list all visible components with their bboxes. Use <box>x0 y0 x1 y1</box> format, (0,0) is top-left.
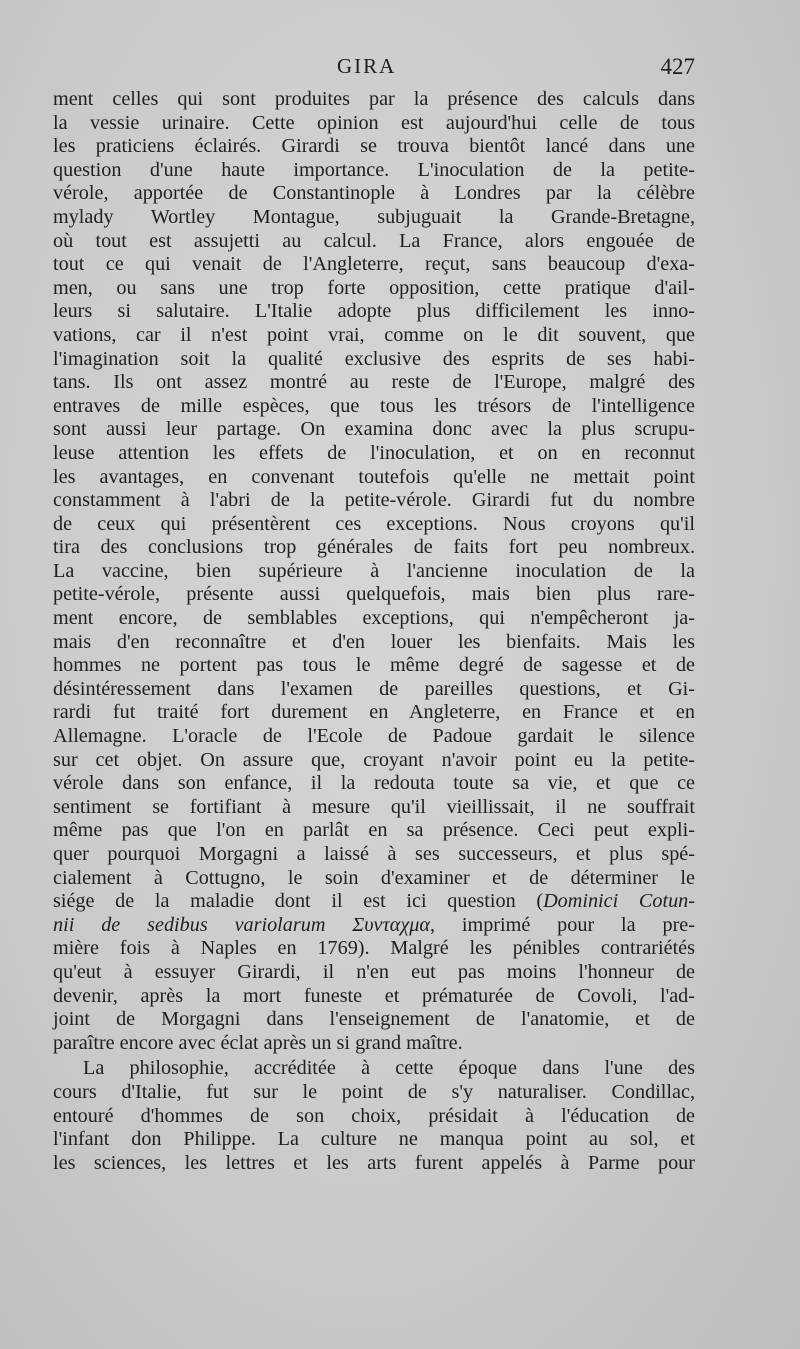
text-line: petite-vérole, présente aussi quelquefois, mais bien plus rare- <box>53 583 695 606</box>
text-line: Allemagne. L'oracle de l'Ecole de Padoue gardait le silence <box>53 725 695 748</box>
text-line: l'infant don Philippe. La culture ne manqua point au sol, et <box>53 1128 695 1151</box>
text-line: question d'une haute importance. L'inoculation de la petite- <box>53 158 695 181</box>
text-line: men, ou sans une trop forte opposition, cette pratique d'ail- <box>53 276 695 299</box>
page-number: 427 <box>660 54 695 79</box>
citation-title-start: Dominici Cotun- <box>543 890 695 913</box>
text-line: sur cet objet. On assure que, croyant n'avoir point eu la petite- <box>53 748 695 771</box>
text-line-citation-start <box>53 890 695 914</box>
text-line: leuse attention les effets de l'inoculation, et on en reconnut <box>53 441 695 464</box>
text-line: tans. Ils ont assez montré au reste de l'Europe, malgré des <box>53 371 695 394</box>
text-line: ment encore, de semblables exceptions, qui n'empêcheront ja- <box>53 607 695 630</box>
text-line: entouré d'hommes de son choix, présidait à l'éducation de <box>53 1104 695 1127</box>
text-line: quer pourquoi Morgagni a laissé à ses successeurs, et plus spé- <box>53 843 695 865</box>
running-head: GIRA <box>337 54 397 78</box>
text-line: mais d'en reconnaître et d'en louer les bienfaits. Mais les <box>53 630 695 653</box>
page-header <box>55 54 695 84</box>
text-line: cialement à Cottugno, le soin d'examiner et de déterminer le <box>53 866 695 889</box>
text-line: même pas que l'on en parlât en sa présence. Ceci peut expli- <box>53 819 695 842</box>
text-line: les praticiens éclairés. Girardi se trouva bientôt lancé dans une <box>53 135 695 158</box>
text-line: l'imagination soit la qualité exclusive des esprits de ses habi- <box>53 347 695 370</box>
text-line: tout ce qui venait de l'Angleterre, reçut, sans beaucoup d'exa- <box>53 253 695 276</box>
text-line: désintéressement dans l'examen de pareilles questions, et Gi- <box>53 677 695 700</box>
text-line: entraves de mille espèces, que tous les trésors de l'intelligence <box>53 394 695 417</box>
citation-after-title: , imprimé pour la pre- <box>429 913 695 936</box>
body-text <box>53 88 695 1175</box>
text-line: joint de Morgagni dans l'enseignement de l'anatomie, et de <box>53 1008 695 1031</box>
text-line: vérole dans son enfance, il la redouta toute sa vie, et que ce <box>53 772 695 795</box>
text-line: La vaccine, bien supérieure à l'ancienne inoculation de la <box>53 559 695 582</box>
text-line: sentiment se fortifiant à mesure qu'il vieillissait, il ne souffrait <box>53 795 695 818</box>
text-line: cours d'Italie, fut sur le point de s'y naturaliser. Condillac, <box>53 1080 695 1103</box>
text-line: mière fois à Naples en 1769). Malgré les pénibles contrariétés <box>53 937 695 960</box>
text-line: tira des conclusions trop générales de faits fort peu nombreux. <box>53 536 695 559</box>
text-line: leurs si salutaire. L'Italie adopte plus difficilement les inno- <box>53 300 695 323</box>
text-line-citation <box>53 914 695 938</box>
text-line-paragraph-end: paraître encore avec éclat après un si grand maître. <box>53 1031 463 1054</box>
text-line: sont aussi leur partage. On examina donc avec la plus scrupu- <box>53 418 695 441</box>
text-line: hommes ne portent pas tous le même degré de sagesse et de <box>53 654 695 677</box>
text-line: où tout est assujetti au calcul. La France, alors engouée de <box>53 229 695 252</box>
text-line: vations, car il n'est point vrai, comme on le dit souvent, que <box>53 323 695 346</box>
text-line: de ceux qui présentèrent ces exceptions. Nous croyons qu'il <box>53 512 695 535</box>
text-line: mylady Wortley Montague, subjuguait la Grande-Bretagne, <box>53 205 695 228</box>
text-line: devenir, après la mort funeste et prématurée de Covoli, l'ad- <box>53 984 695 1007</box>
text-line: les sciences, les lettres et les arts furent appelés à Parme pour <box>53 1151 695 1174</box>
text-line: la vessie urinaire. Cette opinion est aujourd'hui celle de tous <box>53 111 695 134</box>
text-line: ment celles qui sont produites par la présence des calculs dans <box>53 88 695 110</box>
text-line: les avantages, en convenant toutefois qu'elle ne mettait point <box>53 465 695 488</box>
citation-lead: siége de la maladie dont il est ici question ( <box>53 890 544 913</box>
text-line: vérole, apportée de Constantinople à Londres par la célèbre <box>53 182 695 205</box>
text-line: rardi fut traité fort durement en Angleterre, en France et en <box>53 701 695 724</box>
citation-title: nii de sedibus variolarum Συνταχμα <box>53 913 430 936</box>
text-line: qu'eut à essuyer Girardi, il n'en eut pas moins l'honneur de <box>53 960 695 983</box>
text-line-paragraph-start: La philosophie, accréditée à cette époque dans l'une des <box>83 1057 695 1080</box>
text-line: constamment à l'abri de la petite-vérole. Girardi fut du nombre <box>53 489 695 512</box>
